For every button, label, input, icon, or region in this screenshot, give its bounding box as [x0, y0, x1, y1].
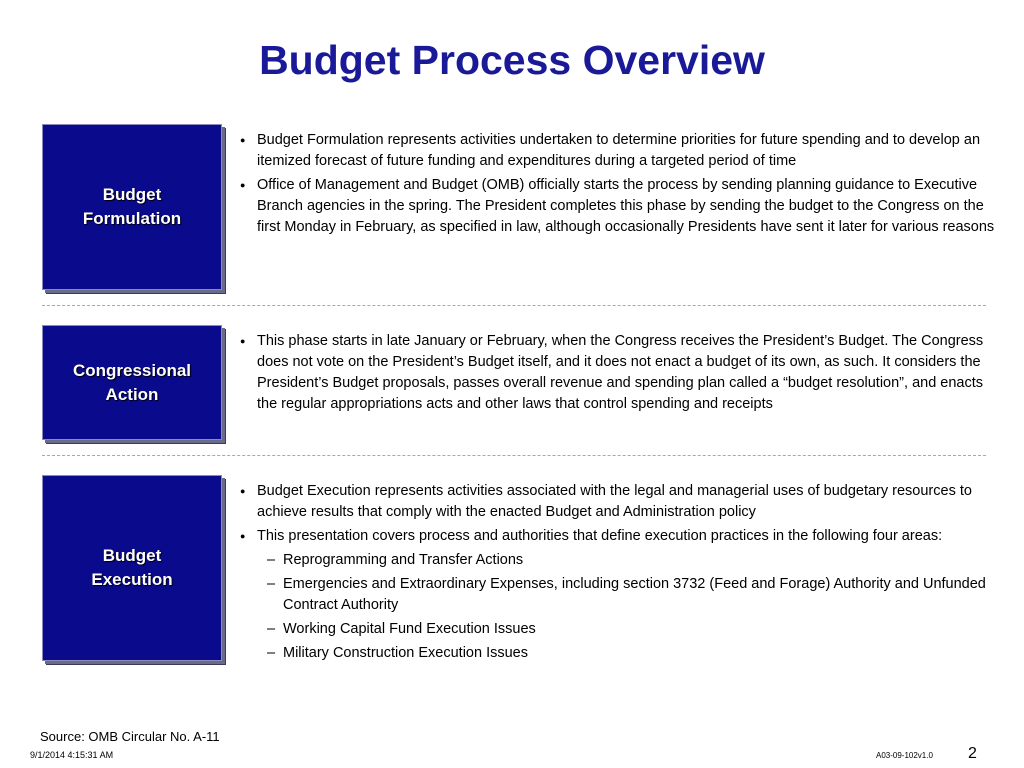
section-label [91, 544, 172, 592]
section-label [83, 183, 181, 231]
sub-bullet-item: – Emergencies and Extraordinary Expenses, including section 3732 (Feed and Forage) Authority and Unfunded Contract Authority [240, 574, 1002, 616]
section-label-line: Budget [102, 185, 162, 204]
budget-formulation-bullets [240, 130, 1002, 241]
section-label-line: Action [105, 384, 159, 404]
sub-bullet-item: – Reprogramming and Transfer Actions [240, 550, 1002, 571]
footer-date: 9/1/2014 4:15:31 AM [30, 750, 114, 760]
bullet-item: ● This phase starts in late January or February, when the Congress receives the President’s Budget. The Congress does not vote on the President’s Budget itself, and it does not enact a budget of its own, as such. It considers the President’s Budget proposals, passes overall revenue and spending plan called a “budget resolution”, and enacts the regular appropriations acts and other laws that control spending and receipts [240, 331, 1002, 415]
sub-bullet-item: – Military Construction Execution Issues [240, 643, 1002, 664]
section-label-line: Execution [91, 570, 173, 589]
budget-execution-box [42, 475, 222, 661]
budget-execution-bullets [240, 481, 1002, 667]
section-label-line: Congressional [72, 360, 192, 380]
bullet-item: ● Office of Management and Budget (OMB) officially starts the process by sending planning guidance to Executive Branch agencies in the spring. The President completes this phase by sending the budget to the Congress on the first Monday in February, as specified in law, although occasionally Presidents have sent it later for various reasons [240, 175, 1002, 238]
bullet-item: ● Budget Formulation represents activities undertaken to determine priorities for future spending and to develop an itemized forecast of future funding and expenditures during a targeted period of time [240, 130, 1002, 172]
section-divider [42, 305, 986, 306]
bullet-item: ● Budget Execution represents activities associated with the legal and managerial uses of budgetary resources to achieve results that comply with the enacted Budget and Administration policy [240, 481, 1002, 523]
congressional-action-box [42, 325, 222, 440]
page-number: 2 [968, 745, 977, 762]
sub-bullet-item: – Working Capital Fund Execution Issues [240, 619, 1002, 640]
section-divider [42, 455, 986, 456]
page-title: Budget Process Overview [259, 37, 765, 83]
congressional-action-bullets [240, 331, 1002, 418]
bullet-item: ● This presentation covers process and authorities that define execution practices in the following four areas: [240, 526, 1002, 547]
footer-doc-code: A03-09-102v1.0 [876, 751, 933, 760]
section-label-line: Budget [102, 546, 162, 565]
section-label-line: Formulation [82, 209, 182, 228]
source-note: Source: OMB Circular No. A-11 [40, 729, 220, 744]
budget-formulation-box [42, 124, 222, 290]
section-label [73, 359, 191, 407]
